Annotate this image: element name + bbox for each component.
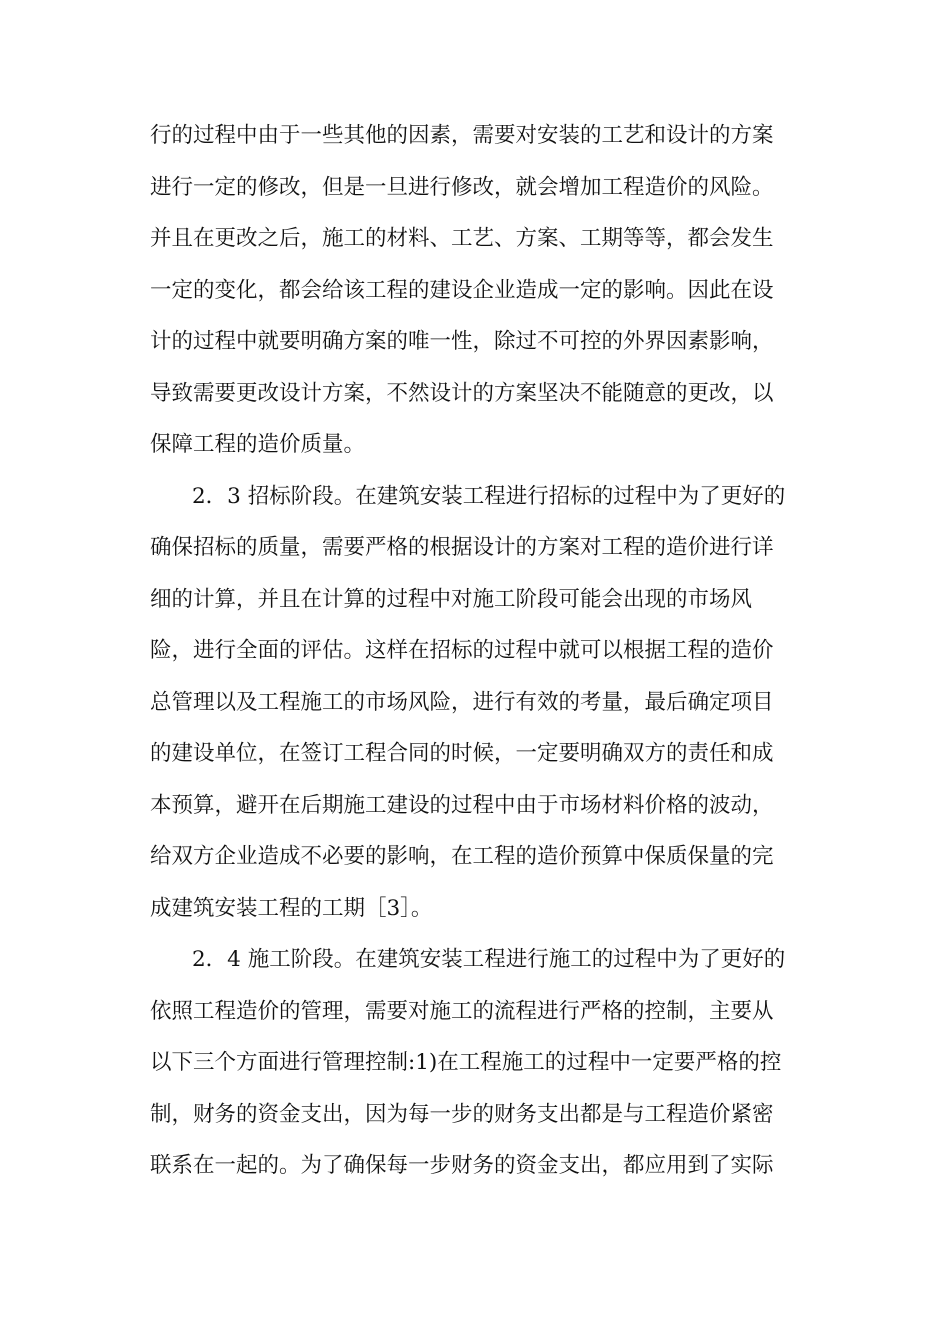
paragraph-start-line: 2．4 施工阶段。在建筑安装工程进行施工的过程中为了更好的 [192, 947, 786, 972]
body-text [150, 110, 802, 1192]
text-line: 的建设单位，在签订工程合同的时候，一定要明确双方的责任和成 [150, 741, 774, 766]
text-line: 一定的变化，都会给该工程的建设企业造成一定的影响。因此在设 [150, 277, 774, 303]
text-line: 联系在一起的。为了确保每一步财务的资金支出，都应用到了实际 [150, 1153, 774, 1178]
text-line: 以下三个方面进行管理控制:1)在工程施工的过程中一定要严格的控 [150, 1050, 782, 1075]
text-line: 制，财务的资金支出，因为每一步的财务支出都是与工程造价紧密 [150, 1101, 774, 1127]
text-line: 险，进行全面的评估。这样在招标的过程中就可以根据工程的造价 [150, 638, 774, 663]
paragraph-start-line: 2．3 招标阶段。在建筑安装工程进行招标的过程中为了更好的 [192, 483, 786, 509]
text-line: 成建筑安装工程的工期［3］。 [150, 895, 433, 921]
text-line: 确保招标的质量，需要严格的根据设计的方案对工程的造价进行详 [150, 535, 774, 560]
text-line: 进行一定的修改，但是一旦进行修改，就会增加工程造价的风险。 [150, 174, 774, 200]
text-line: 行的过程中由于一些其他的因素，需要对安装的工艺和设计的方案 [150, 123, 774, 148]
text-line: 总管理以及工程施工的市场风险，进行有效的考量，最后确定项目 [150, 689, 774, 715]
text-line: 给双方企业造成不必要的影响，在工程的造价预算中保质保量的完 [150, 844, 774, 869]
text-line: 本预算，避开在后期施工建设的过程中由于市场材料价格的波动， [150, 792, 774, 818]
text-line: 依照工程造价的管理，需要对施工的流程进行严格的控制，主要从 [150, 998, 774, 1024]
text-line: 并且在更改之后，施工的材料、工艺、方案、工期等等，都会发生 [150, 226, 774, 251]
text-line: 细的计算，并且在计算的过程中对施工阶段可能会出现的市场风 [150, 586, 753, 612]
text-line: 计的过程中就要明确方案的唯一性，除过不可控的外界因素影响， [150, 329, 774, 354]
text-line: 导致需要更改设计方案，不然设计的方案坚决不能随意的更改，以 [150, 380, 774, 406]
text-line: 保障工程的造价质量。 [150, 432, 366, 457]
